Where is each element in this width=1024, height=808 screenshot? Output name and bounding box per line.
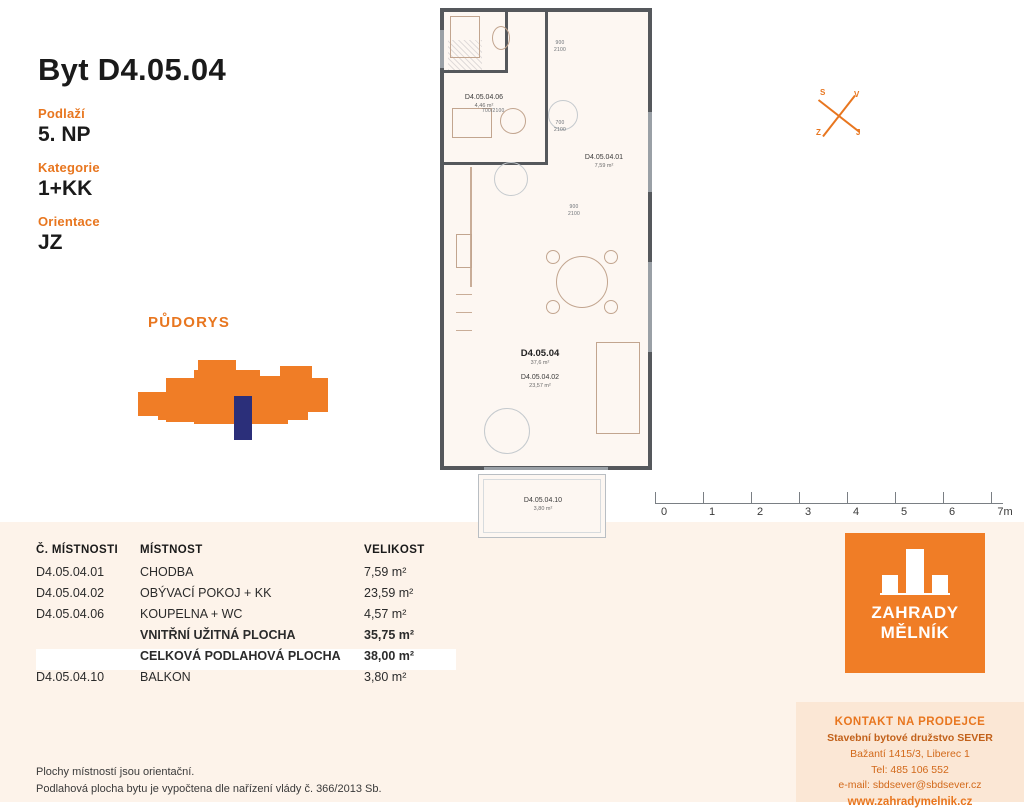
room-label-hall: D4.05.04.01 7,59 m² — [584, 154, 624, 169]
room-label-bathroom: D4.05.04.06 4,46 m² — [464, 94, 504, 109]
col-header-code: Č. MÍSTNOSTI — [36, 544, 119, 556]
contact-website[interactable]: www.zahradymelnik.cz — [847, 796, 973, 808]
logo-line-1: ZAHRADY — [871, 603, 959, 622]
field-category — [38, 160, 398, 201]
brand-logo — [845, 533, 985, 673]
field-floor-label: Podlaží — [38, 106, 85, 121]
room-table — [36, 544, 456, 691]
plan-outline — [440, 8, 652, 470]
page-title: Byt D4.05.04 — [38, 52, 226, 87]
table-row-total-interior: VNITŘNÍ UŽITNÁ PLOCHA 35,75 m² — [140, 628, 415, 642]
footnote-line-1: Plochy místností jsou orientační. — [36, 766, 195, 778]
field-floor-value: 5. NP — [38, 123, 91, 146]
compass-n-label: S — [820, 88, 826, 97]
col-header-name: MÍSTNOST — [140, 544, 203, 556]
dimension-4: 700/2100 — [482, 108, 505, 114]
scale-unit: 7m — [997, 506, 1013, 518]
scale-tick-5: 5 — [900, 506, 908, 518]
keyplan-diagram — [138, 352, 338, 452]
table-row: D4.05.04.02 OBÝVACÍ POKOJ + KK 23,59 m² — [36, 586, 414, 600]
field-floor — [38, 106, 398, 147]
keyplan-unit-highlight — [234, 396, 252, 440]
dimension-3: 900 2100 — [568, 204, 580, 217]
logo-line-2: MĚLNÍK — [880, 623, 950, 642]
dimension-2: 700 2100 — [554, 120, 566, 133]
floorplan-drawing — [440, 8, 652, 533]
apartment-header — [38, 52, 398, 255]
field-orientation-value: JZ — [38, 231, 63, 254]
keyplan-title: PŮDORYS — [148, 314, 231, 331]
scale-bar — [655, 492, 1015, 526]
scale-tick-4: 4 — [852, 506, 860, 518]
room-label-living: D4.05.04.02 23,57 m² — [520, 374, 560, 389]
scale-tick-6: 6 — [948, 506, 956, 518]
compass-w-label: Z — [816, 128, 821, 137]
contact-email[interactable]: e-mail: sbdsever@sbdsever.cz — [838, 779, 982, 792]
table-row: D4.05.04.01 CHODBA 7,59 m² — [36, 565, 407, 579]
field-orientation — [38, 214, 398, 255]
col-header-size: VELIKOST — [364, 544, 425, 556]
scale-tick-3: 3 — [804, 506, 812, 518]
table-row-total-floor: CELKOVÁ PODLAHOVÁ PLOCHA 38,00 m² — [36, 649, 456, 670]
table-row: D4.05.04.06 KOUPELNA + WC 4,57 m² — [36, 607, 407, 621]
room-label-apartment: D4.05.04 37,6 m² — [520, 348, 560, 366]
footnote — [36, 764, 382, 797]
room-label-balcony: D4.05.04.10 3,80 m² — [523, 497, 563, 512]
scale-tick-0: 0 — [660, 506, 668, 518]
contact-company: Stavební bytové družstvo SEVER — [827, 732, 993, 744]
table-header-row — [36, 544, 456, 565]
field-category-value: 1+KK — [38, 177, 93, 200]
contact-heading: KONTAKT NA PRODEJCE — [834, 716, 986, 728]
scale-tick-1: 1 — [708, 506, 716, 518]
footnote-line-2: Podlahová plocha bytu je vypočtena dle nařízení vlády č. 366/2013 Sb. — [36, 782, 382, 795]
contact-phone: Tel: 485 106 552 — [871, 763, 949, 776]
balcony-outline — [478, 474, 606, 538]
buildings-icon — [880, 549, 950, 595]
field-category-label: Kategorie — [38, 160, 100, 175]
compass-e-label: V — [854, 90, 860, 99]
table-row: D4.05.04.10 BALKON 3,80 m² — [36, 670, 407, 684]
contact-address: Bažantí 1415/3, Liberec 1 — [850, 747, 970, 760]
field-orientation-label: Orientace — [38, 214, 100, 229]
contact-box — [796, 702, 1024, 808]
compass-rose — [812, 88, 868, 144]
dimension-1: 900 2100 — [554, 40, 566, 53]
scale-tick-2: 2 — [756, 506, 764, 518]
compass-s-label: J — [856, 128, 861, 137]
